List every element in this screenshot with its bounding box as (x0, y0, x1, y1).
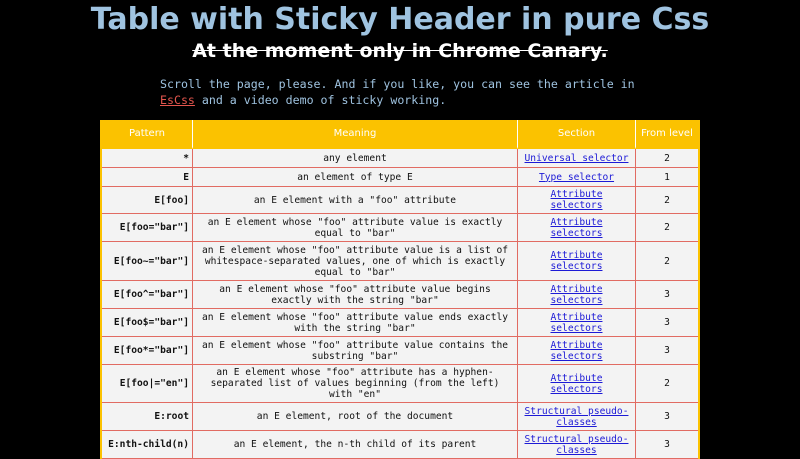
pattern-cell: E:root (102, 403, 193, 431)
pattern-cell: E (102, 168, 193, 187)
level-cell: 3 (636, 281, 698, 309)
section-cell (518, 365, 636, 403)
section-link[interactable]: Universal selector (524, 152, 629, 164)
escss-link[interactable]: EsCss (160, 93, 195, 107)
section-cell (518, 431, 636, 459)
level-cell: 1 (636, 168, 698, 187)
table-row (102, 281, 698, 309)
sticky-table-header (102, 120, 698, 149)
meaning-cell: an E element whose "foo" attribute value is a list of whitespace-separated values, one of which is exactly equal to "bar" (193, 242, 518, 281)
level-cell: 2 (636, 187, 698, 214)
section-link[interactable]: Attribute selectors (550, 216, 603, 239)
pattern-cell: E[foo~="bar"] (102, 242, 193, 281)
meaning-cell: an E element, root of the document (193, 403, 518, 431)
level-cell: 3 (636, 403, 698, 431)
table-row (102, 214, 698, 242)
section-cell (518, 403, 636, 431)
level-cell: 2 (636, 214, 698, 242)
pattern-cell: E[foo^="bar"] (102, 281, 193, 309)
level-cell: 2 (636, 242, 698, 281)
section-link[interactable]: Attribute selectors (550, 283, 603, 306)
section-cell (518, 168, 636, 187)
pattern-cell: E[foo$="bar"] (102, 309, 193, 337)
page-title: Table with Sticky Header in pure Css (90, 2, 710, 37)
table-row (102, 168, 698, 187)
meaning-cell: an E element whose "foo" attribute has a hyphen-separated list of values beginning (from the left) with "en" (193, 365, 518, 403)
meaning-cell: an E element whose "foo" attribute value begins exactly with the string "bar" (193, 281, 518, 309)
section-link[interactable]: Attribute selectors (550, 339, 603, 362)
level-cell: 2 (636, 149, 698, 168)
level-cell: 3 (636, 431, 698, 459)
level-cell: 3 (636, 337, 698, 365)
table-header-row (102, 120, 698, 149)
section-link[interactable]: Attribute selectors (550, 311, 603, 334)
level-cell: 3 (636, 309, 698, 337)
intro-text-before: Scroll the page, please. And if you like, you can see the article in (160, 77, 635, 91)
pattern-cell: E[foo*="bar"] (102, 337, 193, 365)
meaning-cell: an E element whose "foo" attribute value ends exactly with the string "bar" (193, 309, 518, 337)
section-link[interactable]: Structural pseudo-classes (524, 433, 629, 456)
pattern-cell: E[foo="bar"] (102, 214, 193, 242)
pattern-cell: * (102, 149, 193, 168)
section-cell (518, 187, 636, 214)
table-row (102, 242, 698, 281)
table-row (102, 403, 698, 431)
meaning-cell: an E element, the n-th child of its parent (193, 431, 518, 459)
table-row (102, 431, 698, 459)
section-link[interactable]: Attribute selectors (550, 250, 603, 272)
pattern-cell: E[foo|="en"] (102, 365, 193, 403)
meaning-cell: an E element whose "foo" attribute value contains the substring "bar" (193, 337, 518, 365)
pattern-cell: E:nth-child(n) (102, 431, 193, 459)
meaning-cell: an element of type E (193, 168, 518, 187)
selector-table-container[interactable] (100, 120, 700, 459)
section-cell (518, 309, 636, 337)
table-row (102, 337, 698, 365)
section-link[interactable]: Attribute selectors (550, 189, 603, 211)
section-link[interactable]: Type selector (538, 171, 615, 183)
column-header-level: From level (636, 120, 698, 149)
section-cell (518, 242, 636, 281)
section-cell (518, 149, 636, 168)
table-row (102, 149, 698, 168)
meaning-cell: an E element with a "foo" attribute (193, 187, 518, 214)
column-header-pattern: Pattern (102, 120, 193, 149)
section-cell (518, 337, 636, 365)
column-header-meaning: Meaning (193, 120, 518, 149)
level-cell: 2 (636, 365, 698, 403)
table-row (102, 309, 698, 337)
column-header-section: Section (518, 120, 636, 149)
table-row (102, 187, 698, 214)
intro-paragraph (160, 76, 650, 108)
meaning-cell: an E element whose "foo" attribute value is exactly equal to "bar" (193, 214, 518, 242)
section-link[interactable]: Attribute selectors (550, 372, 603, 395)
selector-table (102, 120, 698, 459)
intro-text-after: and a video demo of sticky working. (194, 93, 447, 107)
page-subtitle: At the moment only in Chrome Canary. (192, 40, 608, 62)
table-row (102, 365, 698, 403)
table-body (102, 149, 698, 459)
section-cell (518, 281, 636, 309)
meaning-cell: any element (193, 149, 518, 168)
pattern-cell: E[foo] (102, 187, 193, 214)
section-link[interactable]: Structural pseudo-classes (524, 405, 629, 428)
section-cell (518, 214, 636, 242)
